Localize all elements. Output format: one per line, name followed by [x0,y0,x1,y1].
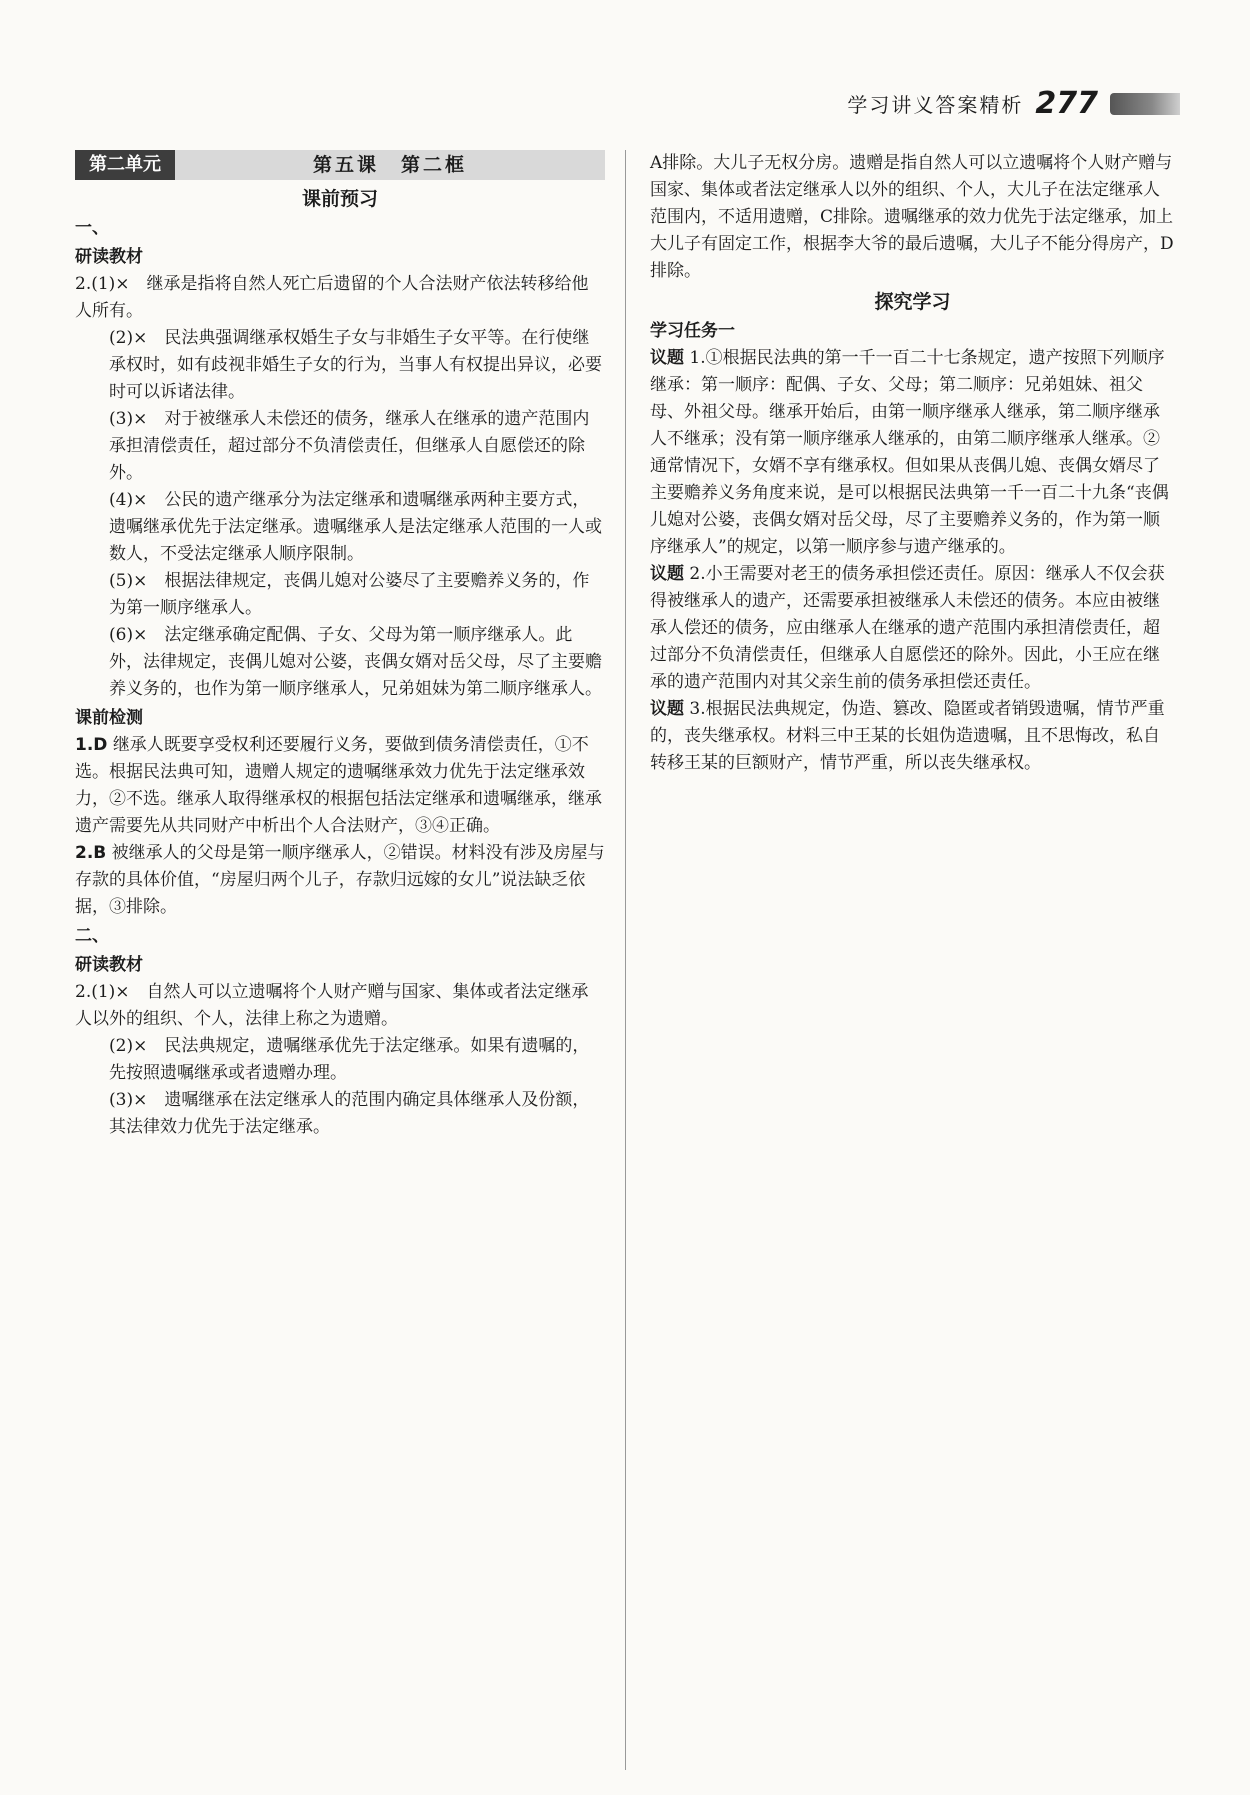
left-column [75,150,605,1141]
unit-tag: 第二单元 [75,150,175,180]
task-heading-1: 学习任务一 [650,321,735,341]
answer-item: (3)× 遗嘱继承在法定继承人的范围内确定具体继承人及份额，其法律效力优先于法定继承。 [109,1090,590,1137]
answer-item: 2.(1)× 自然人可以立遗嘱将个人财产赠与国家、集体或者法定继承人以外的组织、个人，法律上称之为遗赠。 [75,982,589,1029]
topic-text: 1.①根据民法典的第一千一百二十七条规定，遗产按照下列顺序继承：第一顺序：配偶、子女、父母；第二顺序：兄弟姐妹、祖父母、外祖父母。继承开始后，由第一顺序继承人继承，第二顺序继承人不继承；没有第一顺序继承人继承的，由第二顺序继承人继承。②通常情况下，女婿不享有继承权。但如果从丧偶儿媳、丧偶女婿尽了主要赡养义务角度来说，是可以根据民法典第一千一百二十九条“丧偶儿媳对公婆，丧偶女婿对岳父母，尽了主要赡养义务的，作为第一顺序继承人”的规定，以第一顺序参与遗产继承的。 [650,348,1169,557]
check-item-mark: 2.B [75,843,107,863]
page-number: 277 [1035,86,1098,121]
study-heading-1: 研读教材 [75,247,143,267]
running-title: 学习讲义答案精析 [847,93,1024,117]
unit-banner [75,150,605,180]
topic-item [650,561,1175,696]
topic-label: 议题 [650,564,684,584]
answer-item: (5)× 根据法律规定，丧偶儿媳对公婆尽了主要赡养义务的，作为第一顺序继承人。 [109,571,590,618]
answer-item: (4)× 公民的遗产继承分为法定继承和遗嘱继承两种主要方式，遗嘱继承优先于法定继承。遗嘱继承人是法定继承人范围的一人或数人，不受法定继承人顺序限制。 [109,490,602,564]
section-title-preview: 课前预习 [301,188,378,210]
study-heading-2: 研读教材 [75,955,143,975]
answer-item: 2.(1)× 继承是指将自然人死亡后遗留的个人合法财产依法转移给他人所有。 [75,274,589,321]
topic-label: 议题 [650,699,684,719]
check-item-text: 继承人既要享受权利还要履行义务，要做到债务清偿责任，①不选。根据民法典可知，遗赠人规定的遗嘱继承效力优先于法定继承效力，②不选。继承人取得继承权的根据包括法定继承和遗嘱继承，继承遗产需要先从共同财产中析出个人合法财产，③④正确。 [75,735,602,836]
topic-text: 2.小王需要对老王的债务承担偿还责任。原因：继承人不仅会获得被继承人的遗产，还需要承担被继承人未偿还的债务。本应由被继承人偿还的债务，应由继承人在继承的遗产范围内承担清偿责任，超过部分不负清偿责任，但继承人自愿偿还的除外。因此，小王应在继承的遗产范围内对其父亲生前的债务承担偿还责任。 [650,564,1165,692]
topic-text: 3.根据民法典规定，伪造、篡改、隐匿或者销毁遗嘱，情节严重的，丧失继承权。材料三中王某的长姐伪造遗嘱，且不思悔改，私自转移王某的巨额财产，情节严重，所以丧失继承权。 [650,699,1165,773]
topic-item [650,696,1175,777]
check-item-mark: 1.D [75,735,108,755]
continued-answer: A排除。大儿子无权分房。遗赠是指自然人可以立遗嘱将个人财产赠与国家、集体或者法定继承人以外的组织、个人，大儿子在法定继承人范围内，不适用遗赠，C排除。遗嘱继承的效力优先于法定继承，加上大儿子有固定工作，根据李大爷的最后遗嘱，大儿子不能分得房产，D排除。 [650,153,1174,281]
check-heading-1: 课前检测 [75,708,143,728]
topic-label: 议题 [650,348,684,368]
right-column [650,150,1175,777]
check-item-text: 被继承人的父母是第一顺序继承人，②错误。材料没有涉及房屋与存款的具体价值，“房屋归两个儿子，存款归远嫁的女儿”说法缺乏依据，③排除。 [75,843,605,917]
answer-item: (2)× 民法典强调继承权婚生子女与非婚生子女平等。在行使继承权时，如有歧视非婚生子女的行为，当事人有权提出异议，必要时可以诉诸法律。 [109,328,602,402]
section-title-inquiry: 探究学习 [874,291,951,313]
answer-item: (6)× 法定继承确定配偶、子女、父母为第一顺序继承人。此外，法律规定，丧偶儿媳对公婆，丧偶女婿对岳父母，尽了主要赡养义务的，也作为第一顺序继承人，兄弟姐妹为第二顺序继承人。 [109,625,602,699]
running-head [847,86,1180,121]
answer-item: (3)× 对于被继承人未偿还的债务，继承人在继承的遗产范围内承担清偿责任，超过部分不负清偿责任，但继承人自愿偿还的除外。 [109,409,590,483]
topic-item [650,345,1175,561]
corner-tab-decoration [1110,93,1180,115]
lesson-title: 第五课 第二框 [312,153,467,176]
part-two-label: 二、 [75,926,109,946]
column-divider [625,150,626,1770]
part-one-label: 一、 [75,218,109,238]
check-item [75,840,605,921]
check-item [75,732,605,840]
answer-item: (2)× 民法典规定，遗嘱继承优先于法定继承。如果有遗嘱的，先按照遗嘱继承或者遗赠办理。 [109,1036,590,1083]
